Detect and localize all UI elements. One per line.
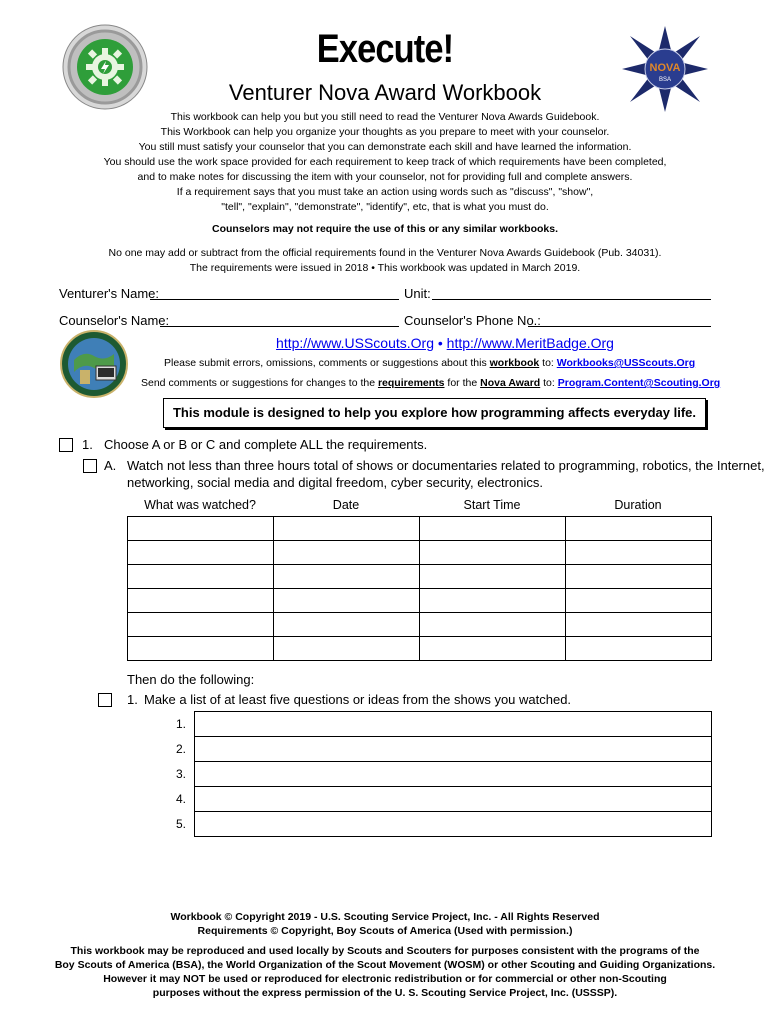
table-cell[interactable] xyxy=(128,637,274,661)
table-cell[interactable] xyxy=(566,637,712,661)
table-cell[interactable] xyxy=(274,613,420,637)
column-header-start-time: Start Time xyxy=(463,498,521,512)
changes-bold-nova: Nova Award xyxy=(480,377,541,389)
module-banner: This module is designed to help you explore how programming affects everyday life. xyxy=(163,398,706,428)
questions-list-box xyxy=(194,711,712,837)
links-row xyxy=(120,335,770,351)
table-row xyxy=(128,589,712,613)
table-cell[interactable] xyxy=(128,589,274,613)
table-cell[interactable] xyxy=(566,589,712,613)
footer-line: Boy Scouts of America (BSA), the World Organization of the Scout Movement (WOSM) or other Scouting and Guiding Organizations. xyxy=(54,959,716,971)
intro-paragraph xyxy=(60,110,710,215)
computer-globe-logo xyxy=(60,330,128,398)
table-cell[interactable] xyxy=(128,565,274,589)
column-header-what-watched: What was watched? xyxy=(144,498,256,512)
table-row xyxy=(128,613,712,637)
table-row xyxy=(128,565,712,589)
table-cell[interactable] xyxy=(420,589,566,613)
req-1a-text-line1: Watch not less than three hours total of shows or documentaries related to programming, robotics, the Internet, xyxy=(127,458,765,473)
table-cell[interactable] xyxy=(274,517,420,541)
table-cell[interactable] xyxy=(566,565,712,589)
intro-line: This Workbook can help you organize your thoughts as you prepare to meet with your counselor. xyxy=(160,126,610,138)
reproduction-notice xyxy=(0,944,770,1000)
intro-line: You should use the work space provided for each requirement to keep track of which requirements have been completed, xyxy=(103,156,667,168)
table-cell[interactable] xyxy=(566,541,712,565)
list-number: 2. xyxy=(175,742,186,756)
req-1-number: 1. xyxy=(82,437,93,452)
changes-bold-requirements: requirements xyxy=(377,377,445,389)
errors-to: to: xyxy=(539,357,557,369)
errors-bold: workbook xyxy=(489,357,540,369)
unit-field[interactable] xyxy=(432,299,711,300)
requirements-note-line: The requirements were issued in 2018 • This workbook was updated in March 2019. xyxy=(189,262,581,274)
req-1a-checkbox[interactable] xyxy=(83,459,97,473)
table-row xyxy=(128,541,712,565)
req-1a-1-number: 1. xyxy=(127,692,138,707)
changes-mid: for the xyxy=(444,377,481,389)
table-cell[interactable] xyxy=(128,613,274,637)
counselor-name-label: Counselor's Name: xyxy=(59,313,170,328)
footer-line: Workbook © Copyright 2019 - U.S. Scouting Service Project, Inc. - All Rights Reserved xyxy=(170,911,600,923)
table-cell[interactable] xyxy=(420,541,566,565)
counselor-name-field[interactable] xyxy=(160,326,399,327)
answer-line[interactable] xyxy=(195,712,711,737)
req-1a-1-text: Make a list of at least five questions or ideas from the shows you watched. xyxy=(144,692,572,707)
answer-line[interactable] xyxy=(195,762,711,787)
usscouts-link[interactable]: http://www.USScouts.Org xyxy=(276,335,434,351)
table-cell[interactable] xyxy=(274,589,420,613)
workbooks-email-link[interactable]: Workbooks@USScouts.Org xyxy=(556,357,696,369)
copyright-footer xyxy=(0,910,770,938)
req-1a-text-line2: networking, social media and digital freedom, cyber security, electronics. xyxy=(127,475,543,490)
list-number: 5. xyxy=(175,817,186,831)
page-subtitle: Venturer Nova Award Workbook xyxy=(228,80,542,105)
table-cell[interactable] xyxy=(566,613,712,637)
changes-submission-line xyxy=(141,376,720,390)
table-cell[interactable] xyxy=(128,541,274,565)
intro-line: If a requirement says that you must take an action using words such as "discuss", "show", xyxy=(176,186,594,198)
list-number: 3. xyxy=(175,767,186,781)
counselor-phone-label: Counselor's Phone No.: xyxy=(404,313,541,328)
req-1-text: Choose A or B or C and complete ALL the requirements. xyxy=(104,437,428,452)
intro-line: This workbook can help you but you still need to read the Venturer Nova Awards Guidebook. xyxy=(170,111,600,123)
venturer-name-field[interactable] xyxy=(150,299,399,300)
intro-line: "tell", "explain", "demonstrate", "identify", etc, that is what you must do. xyxy=(221,201,549,213)
page-title: Execute! xyxy=(316,27,454,71)
req-1-checkbox[interactable] xyxy=(59,438,73,452)
then-do-following: Then do the following: xyxy=(127,672,255,687)
watch-log-table xyxy=(127,516,712,661)
requirements-note xyxy=(40,246,730,276)
requirements-note-line: No one may add or subtract from the official requirements found in the Venturer Nova Awards Guidebook (Pub. 34031). xyxy=(108,247,662,259)
nova-logo-text: NOVA xyxy=(649,62,681,74)
intro-line: and to make notes for discussing the item with your counselor, not for providing full and complete answers. xyxy=(137,171,633,183)
intro-line: You still must satisfy your counselor that you can demonstrate each skill and have learned the information. xyxy=(138,141,632,153)
table-cell[interactable] xyxy=(420,517,566,541)
list-number: 4. xyxy=(175,792,186,806)
footer-line: Requirements © Copyright, Boy Scouts of America (Used with permission.) xyxy=(197,925,573,937)
req-1a-1-checkbox[interactable] xyxy=(98,693,112,707)
changes-text: Send comments or suggestions for changes to the xyxy=(141,377,378,389)
footer-line: However it may NOT be used or reproduced for electronic redistribution or for commercial or other non-Scouting xyxy=(103,973,667,985)
table-cell[interactable] xyxy=(274,565,420,589)
table-cell[interactable] xyxy=(566,517,712,541)
counselor-note: Counselors may not require the use of this or any similar workbooks. xyxy=(212,223,558,235)
changes-to: to: xyxy=(540,377,558,389)
footer-line: This workbook may be reproduced and used locally by Scouts and Scouters for purposes consistent with the programs of the xyxy=(70,945,700,957)
footer-line: purposes without the express permission of the U. S. Scouting Service Project, Inc. (USSSP). xyxy=(152,987,618,999)
link-separator: • xyxy=(437,335,443,351)
table-cell[interactable] xyxy=(420,637,566,661)
table-cell[interactable] xyxy=(128,517,274,541)
table-cell[interactable] xyxy=(420,565,566,589)
table-row xyxy=(128,517,712,541)
venturer-name-label: Venturer's Name: xyxy=(59,286,160,301)
answer-line[interactable] xyxy=(195,737,711,762)
table-cell[interactable] xyxy=(420,613,566,637)
nova-logo-subtext: BSA xyxy=(658,77,672,83)
unit-label: Unit: xyxy=(404,286,431,301)
answer-line[interactable] xyxy=(195,812,711,836)
list-number: 1. xyxy=(175,717,186,731)
table-cell[interactable] xyxy=(274,637,420,661)
column-header-date: Date xyxy=(332,498,360,512)
program-content-email-link[interactable]: Program.Content@Scouting.Org xyxy=(557,377,721,389)
column-header-duration: Duration xyxy=(614,498,662,512)
table-row xyxy=(128,637,712,661)
meritbadge-link[interactable]: http://www.MeritBadge.Org xyxy=(446,335,614,351)
errors-submission-line xyxy=(164,356,695,370)
table-cell[interactable] xyxy=(274,541,420,565)
errors-text: Please submit errors, omissions, comments or suggestions about this xyxy=(164,357,490,369)
counselor-phone-field[interactable] xyxy=(528,326,711,327)
answer-line[interactable] xyxy=(195,787,711,812)
req-1a-label: A. xyxy=(104,458,117,473)
